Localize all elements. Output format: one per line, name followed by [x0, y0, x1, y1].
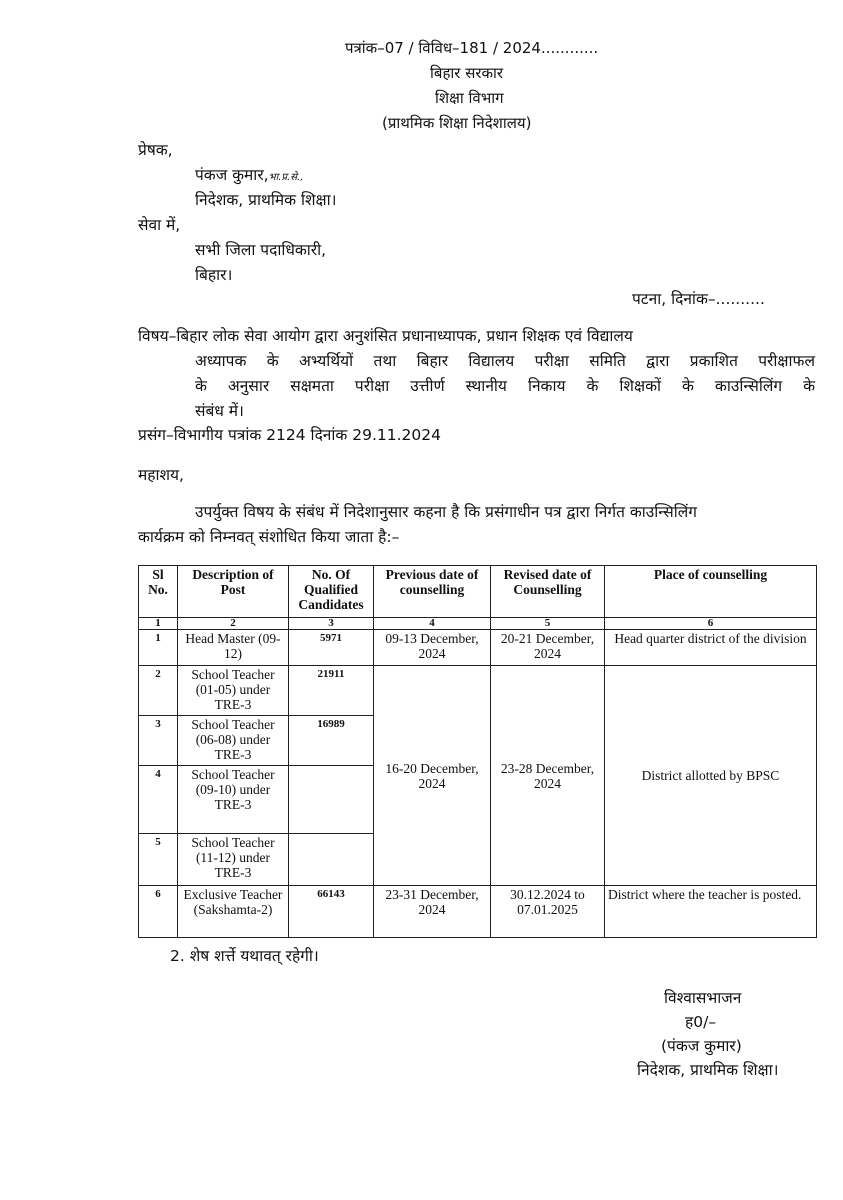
salutation: महाशय,: [138, 466, 184, 484]
government-name: बिहार सरकार: [430, 64, 504, 82]
sender-label: प्रेषक,: [138, 141, 173, 159]
reference: प्रसंग–विभागीय पत्रांक 2124 दिनांक 29.11.2024: [138, 426, 441, 444]
sender-designation: निदेशक, प्राथमिक शिक्षा।: [195, 191, 337, 209]
row1-previous: 09-13 December, 2024: [374, 630, 491, 666]
subject-line1: विषय–बिहार लोक सेवा आयोग द्वारा अनुशंसित प्रधानाध्यापक, प्रधान शिक्षक एवं विद्यालय: [138, 327, 633, 345]
merged-previous: 16-20 December, 2024: [374, 666, 491, 886]
header-revised: Revised date of Counselling: [491, 566, 605, 618]
colnum-6: 6: [605, 618, 817, 630]
row2-sl: 2: [139, 666, 178, 716]
signatory-designation: निदेशक, प्राथमिक शिक्षा।: [637, 1061, 779, 1079]
row1-post: Head Master (09-12): [178, 630, 289, 666]
sender-name-text: पंकज कुमार,: [195, 166, 269, 184]
department-name: शिक्षा विभाग: [435, 89, 504, 107]
closing-phrase: विश्वासभाजन: [664, 989, 742, 1007]
row1-qualified: 5971: [289, 630, 374, 666]
signatory-name: (पंकज कुमार): [661, 1037, 742, 1055]
subject-continuation: [195, 349, 815, 424]
header-qualified: No. Of Qualified Candidates: [289, 566, 374, 618]
table-header-row: [139, 566, 817, 618]
row4-post: School Teacher (09-10) under TRE-3: [178, 766, 289, 834]
sender-name: [195, 163, 303, 185]
row5-qualified: [289, 834, 374, 886]
table-row: [139, 886, 817, 938]
row5-post: School Teacher (11-12) under TRE-3: [178, 834, 289, 886]
table-row: [139, 630, 817, 666]
subject-line3: के अनुसार सक्षमता परीक्षा उत्तीर्ण स्थानीय निकाय के शिक्षकों के काउन्सिलिंग के: [195, 377, 815, 395]
recipient-line2: बिहार।: [195, 266, 233, 284]
row6-qualified: 66143: [289, 886, 374, 938]
counselling-schedule-table: [138, 565, 817, 938]
row6-previous: 23-31 December, 2024: [374, 886, 491, 938]
table-row: [139, 666, 817, 716]
subject-line4: संबंध में।: [195, 402, 244, 420]
remaining-conditions-note: 2. शेष शर्त्ते यथावत् रहेगी।: [170, 947, 319, 965]
recipient-label: सेवा में,: [138, 216, 181, 234]
row1-place: Head quarter district of the division: [605, 630, 817, 666]
colnum-5: 5: [491, 618, 605, 630]
row2-qualified: 21911: [289, 666, 374, 716]
row1-sl: 1: [139, 630, 178, 666]
row1-revised: 20-21 December, 2024: [491, 630, 605, 666]
row6-revised: 30.12.2024 to 07.01.2025: [491, 886, 605, 938]
subject-line2: अध्यापक के अभ्यर्थियों तथा बिहार विद्यालय परीक्षा समिति द्वारा प्रकाशित परीक्षाफल: [195, 352, 815, 370]
merged-revised: 23-28 December, 2024: [491, 666, 605, 886]
header-post: Description of Post: [178, 566, 289, 618]
header-place: Place of counselling: [605, 566, 817, 618]
row3-sl: 3: [139, 716, 178, 766]
merged-place: District allotted by BPSC: [605, 666, 817, 886]
header-previous: Previous date of counselling: [374, 566, 491, 618]
row6-sl: 6: [139, 886, 178, 938]
place-date: पटना, दिनांक–..........: [632, 290, 765, 308]
row5-sl: 5: [139, 834, 178, 886]
recipient-line1: सभी जिला पदाधिकारी,: [195, 241, 327, 259]
sender-name-suffix: भा.प्र.से.,: [268, 172, 304, 183]
intro-line1: उपर्युक्त विषय के संबंध में निदेशानुसार कहना है कि प्रसंगाधीन पत्र द्वारा निर्गत काउन्सिलिंग: [195, 503, 697, 521]
header-sl: Sl No.: [139, 566, 178, 618]
colnum-3: 3: [289, 618, 374, 630]
colnum-4: 4: [374, 618, 491, 630]
intro-line2: कार्यक्रम को निम्नवत् संशोधित किया जाता है:–: [138, 528, 400, 546]
row3-post: School Teacher (06-08) under TRE-3: [178, 716, 289, 766]
row6-post: Exclusive Teacher (Sakshamta-2): [178, 886, 289, 938]
row3-qualified: 16989: [289, 716, 374, 766]
row2-post: School Teacher (01-05) under TRE-3: [178, 666, 289, 716]
directorate-name: (प्राथमिक शिक्षा निदेशालय): [382, 114, 532, 132]
row4-sl: 4: [139, 766, 178, 834]
signed-mark: ह0/–: [685, 1013, 717, 1031]
colnum-1: 1: [139, 618, 178, 630]
colnum-2: 2: [178, 618, 289, 630]
letter-number: पत्रांक–07 / विविध–181 / 2024............: [345, 39, 599, 57]
row6-place: District where the teacher is posted.: [605, 886, 817, 938]
row4-qualified: [289, 766, 374, 834]
column-number-row: [139, 618, 817, 630]
